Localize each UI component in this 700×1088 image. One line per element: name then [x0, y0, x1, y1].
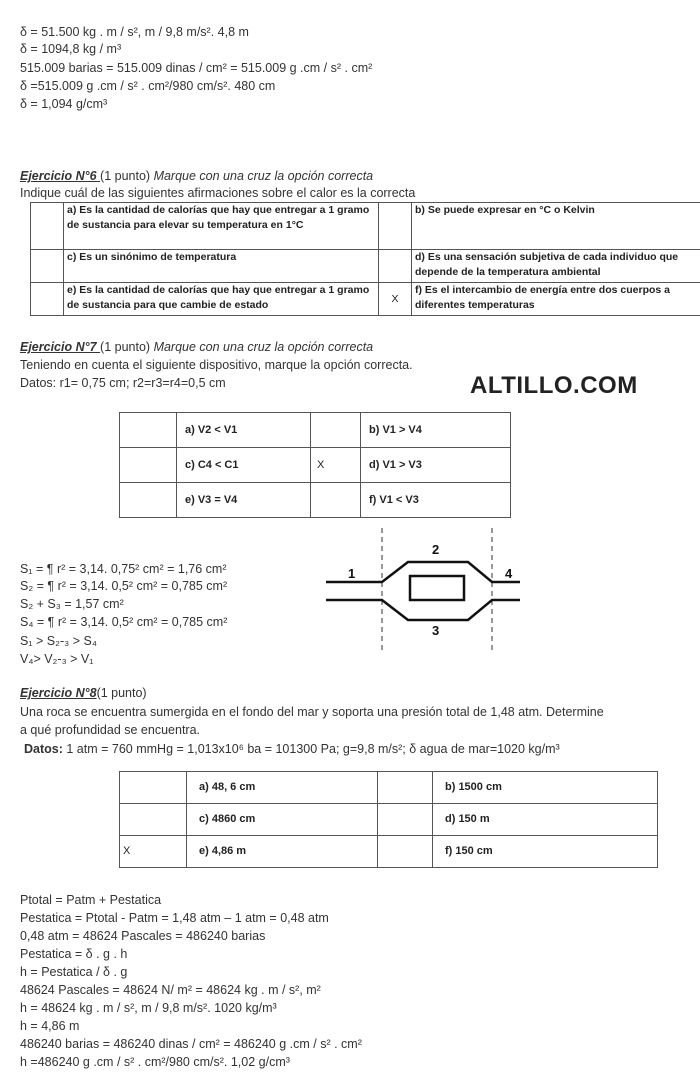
exercise-text: Teniendo en cuenta el siguiente dispositivo, marque la opción correcta.	[20, 358, 413, 372]
table-row	[120, 836, 658, 868]
calc-line: S₂ = ¶ r² = 3,14. 0,5² cm² = 0,785 cm²	[20, 579, 228, 593]
exercise-data	[24, 741, 560, 757]
option-cell: c) C4 < C1	[177, 448, 311, 483]
mark-cell[interactable]	[379, 203, 412, 250]
exercise-instruction: Marque con una cruz la opción correcta	[153, 340, 374, 354]
exercise-7-title	[20, 339, 373, 355]
table-row	[120, 448, 511, 483]
exercise-text: a qué profundidad se encuentra.	[20, 723, 200, 737]
mark-cell[interactable]	[378, 772, 433, 804]
exercise-heading: Ejercicio N°7	[20, 340, 101, 354]
option-cell: e) Es la cantidad de calorías que hay que entregar a 1 gramo de sustancia para que cambie de estado	[64, 283, 379, 316]
calc-line: S₂ + S₃ = 1,57 cm²	[20, 597, 124, 611]
mark-cell[interactable]: X	[120, 836, 187, 868]
mark-cell[interactable]	[120, 448, 177, 483]
mark-cell[interactable]	[311, 413, 361, 448]
table-row	[120, 804, 658, 836]
calc-line: δ = 1094,8 kg / m³	[20, 42, 122, 56]
exercise-7-options-table	[119, 412, 511, 518]
data-label: Datos:	[24, 742, 63, 756]
option-cell: d) V1 > V3	[361, 448, 511, 483]
calc-line: δ = 1,094 g/cm³	[20, 97, 108, 111]
option-cell: a) 48, 6 cm	[187, 772, 378, 804]
mark-cell[interactable]	[378, 836, 433, 868]
diagram-label-4: 4	[505, 566, 513, 581]
option-cell: b) 1500 cm	[433, 772, 658, 804]
calc-line: 515.009 barias = 515.009 dinas / cm² = 515.009 g .cm / s² . cm²	[20, 61, 373, 75]
calc-line: 48624 Pascales = 48624 N/ m² = 48624 kg . m / s², m²	[20, 983, 321, 997]
exercise-points: (1 punto)	[100, 340, 154, 354]
calc-line: S₁ = ¶ r² = 3,14. 0,75² cm² = 1,76 cm²	[20, 562, 227, 576]
diagram-label-1: 1	[348, 566, 356, 581]
option-cell: a) V2 < V1	[177, 413, 311, 448]
exercise-data: Datos: r1= 0,75 cm; r2=r3=r4=0,5 cm	[20, 376, 226, 390]
option-cell: e) 4,86 m	[187, 836, 378, 868]
option-cell: e) V3 = V4	[177, 483, 311, 518]
option-cell: f) 150 cm	[433, 836, 658, 868]
exercise-instruction: Marque con una cruz la opción correcta	[153, 169, 374, 183]
exercise-text: Una roca se encuentra sumergida en el fondo del mar y soporta una presión total de 1,48 atm. Determine	[20, 705, 604, 719]
exercise-6-title	[20, 168, 373, 184]
calc-line: 486240 barias = 486240 dinas / cm² = 486240 g .cm / s² . cm²	[20, 1037, 362, 1051]
exercise-heading: Ejercicio N°8	[20, 686, 97, 700]
mark-cell[interactable]	[120, 772, 187, 804]
calc-line: V₄> V₂-₃ > V₁	[20, 652, 94, 666]
mark-cell[interactable]: X	[379, 283, 412, 316]
table-row	[120, 483, 511, 518]
mark-cell[interactable]	[379, 250, 412, 283]
option-cell: b) Se puede expresar en °C o Kelvin	[412, 203, 700, 250]
option-cell: c) Es un sinónimo de temperatura	[64, 250, 379, 283]
exercise-points: (1 punto)	[96, 686, 147, 700]
calc-line: h =486240 g .cm / s² . cm²/980 cm/s². 1,02 g/cm³	[20, 1055, 290, 1069]
mark-cell[interactable]	[311, 483, 361, 518]
calc-line: Ptotal = Patm + Pestatica	[20, 893, 162, 907]
calc-line: δ =515.009 g .cm / s² . cm²/980 cm/s². 480 cm	[20, 79, 276, 93]
mark-cell[interactable]	[31, 203, 64, 250]
calc-line: h = 48624 kg . m / s², m / 9,8 m/s². 1020 kg/m³	[20, 1001, 277, 1015]
exercise-8-title	[20, 685, 147, 701]
calc-line: S₁ > S₂-₃ > S₄	[20, 634, 97, 648]
mark-cell[interactable]: X	[311, 448, 361, 483]
mark-cell[interactable]	[31, 250, 64, 283]
calc-line: h = Pestatica / δ . g	[20, 965, 128, 979]
diagram-label-3: 3	[432, 623, 440, 638]
option-cell: d) 150 m	[433, 804, 658, 836]
option-cell: c) 4860 cm	[187, 804, 378, 836]
option-cell: f) Es el intercambio de energía entre dos cuerpos a diferentes temperaturas	[412, 283, 700, 316]
option-cell: b) V1 > V4	[361, 413, 511, 448]
mark-cell[interactable]	[120, 804, 187, 836]
option-cell: f) V1 < V3	[361, 483, 511, 518]
exercise-points: (1 punto)	[100, 169, 154, 183]
calc-line: 0,48 atm = 48624 Pascales = 486240 barias	[20, 929, 266, 943]
mark-cell[interactable]	[31, 283, 64, 316]
exercise-6-options-table	[30, 202, 700, 316]
mark-cell[interactable]	[120, 413, 177, 448]
exercise-question: Indique cuál de las siguientes afirmaciones sobre el calor es la correcta	[20, 186, 416, 200]
table-row	[120, 413, 511, 448]
calc-line: h = 4,86 m	[20, 1019, 80, 1033]
table-row	[31, 250, 700, 283]
calc-line: δ = 51.500 kg . m / s², m / 9,8 m/s². 4,8 m	[20, 25, 249, 39]
option-cell: d) Es una sensación subjetiva de cada individuo que depende de la temperatura ambiental	[412, 250, 700, 283]
data-values: 1 atm = 760 mmHg = 1,013x10⁶ ba = 101300 Pa; g=9,8 m/s²; δ agua de mar=1020 kg/m³	[62, 742, 560, 756]
exercise-8-options-table	[119, 771, 658, 868]
table-row	[120, 772, 658, 804]
exercise-heading: Ejercicio N°6	[20, 169, 101, 183]
option-cell: a) Es la cantidad de calorías que hay que entregar a 1 gramo de sustancia para elevar su temperatura en 1°C	[64, 203, 379, 250]
table-row	[31, 283, 700, 316]
mark-cell[interactable]	[120, 483, 177, 518]
table-row	[31, 203, 700, 250]
calc-line: Pestatica = Ptotal - Patm = 1,48 atm – 1 atm = 0,48 atm	[20, 911, 329, 925]
calc-line: Pestatica = δ . g . h	[20, 947, 128, 961]
watermark-logo: ALTILLO.COM	[470, 372, 638, 399]
pipe-diagram	[320, 528, 530, 656]
diagram-label-2: 2	[432, 542, 440, 557]
mark-cell[interactable]	[378, 804, 433, 836]
calc-line: S₄ = ¶ r² = 3,14. 0,5² cm² = 0,785 cm²	[20, 615, 228, 629]
